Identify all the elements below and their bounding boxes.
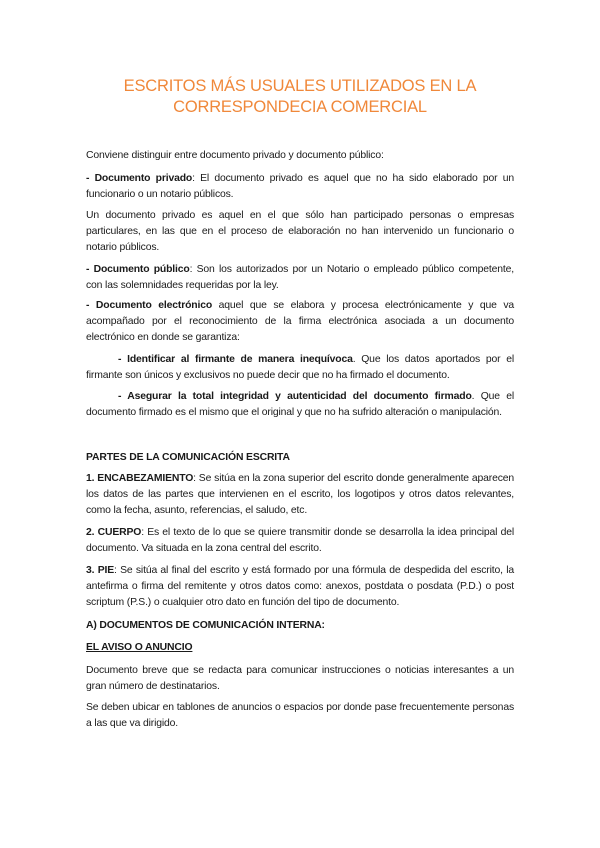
pie-term: 3. PIE (86, 565, 115, 576)
privado-text: : El documento privado es aquel que no ha sido elaborado por un funcionario o un notario públicos. (86, 173, 515, 200)
bullet-asegurar-text: . Que el documento firmado es el mismo que el original y que no ha sufrido alteración o manipulación. (86, 391, 514, 418)
electronico-text: aquel que se elabora y procesa electrónicamente y que va acompañado por el reconocimiento de la firma electrónica asociada a un documento electrónico en donde se garantiza: (86, 300, 514, 343)
aviso-paragraph-2: Se deben ubicar en tablones de anuncios o espacios por donde pase frecuentemente personas a las que va dirigido. (86, 702, 514, 729)
publico-paragraph (86, 262, 514, 294)
aviso-heading: EL AVISO O ANUNCIO (86, 642, 193, 653)
privado-detail-paragraph: Un documento privado es aquel en el que sólo han participado personas o empresas particulares, en las que en el proceso de elaboración no han intervenido un funcionario o notario públicos. (86, 210, 514, 253)
cuerpo-text: : Es el texto de lo que se quiere transmitir donde se desarrolla la idea principal del documento. Va situada en la zona central del escrito. (86, 527, 514, 554)
electronico-term: - Documento electrónico (86, 300, 213, 311)
electronico-paragraph (86, 298, 514, 345)
aviso-heading-row (86, 640, 514, 656)
aviso-paragraph-1: Documento breve que se redacta para comunicar instrucciones o noticias interesantes a un gran número de destinatarios. (86, 665, 514, 692)
title-line-1: ESCRITOS MÁS USUALES UTILIZADOS EN LA (123, 77, 477, 95)
encabezamiento-text: : Se sitúa en la zona superior del escrito donde generalmente aparecen los datos de las partes que intervienen en el escrito, los logotipos y otros datos relevantes, como la fecha, asunto, referencias, el saludo, etc. (86, 473, 514, 516)
encabezamiento-term: 1. ENCABEZAMIENTO (86, 473, 194, 484)
pie-text: : Se sitúa al final del escrito y está formado por una fórmula de despedida del escrito, la antefirma o firma del remitente y otros datos como: anexos, postdata o posdata (P.D.) o post scriptum (P.S.) o cualquier otro dato en función del tipo de documento. (86, 565, 514, 608)
docs-heading: A) DOCUMENTOS DE COMUNICACIÓN INTERNA: (86, 620, 325, 631)
title-line-2: CORRESPONDECIA COMERCIAL (173, 98, 427, 116)
partes-heading: PARTES DE LA COMUNICACIÓN ESCRITA (86, 452, 290, 463)
bullet-identificar-text: . Que los datos aportados por el firmante son únicos y exclusivos no puede decir que no ha firmado el documento. (86, 354, 514, 381)
bullet-asegurar-term: - Asegurar la total integridad y autenticidad del documento firmado (118, 391, 472, 402)
cuerpo-term: 2. CUERPO (86, 527, 142, 538)
pie-paragraph (86, 563, 514, 610)
intro-paragraph: Conviene distinguir entre documento privado y documento público: (86, 150, 384, 161)
cuerpo-paragraph (86, 525, 514, 557)
bullet-asegurar (86, 389, 514, 421)
bullet-identificar (86, 352, 514, 384)
document-title (86, 76, 514, 118)
bullet-identificar-term: - Identificar al firmante de manera inequívoca (118, 354, 353, 365)
privado-term: - Documento privado (86, 173, 193, 184)
encabezamiento-paragraph (86, 471, 514, 518)
publico-term: - Documento público (86, 264, 190, 275)
publico-text: : Son los autorizados por un Notario o empleado público competente, con las solemnidades requeridas por la ley. (86, 264, 514, 291)
privado-paragraph (86, 171, 514, 203)
